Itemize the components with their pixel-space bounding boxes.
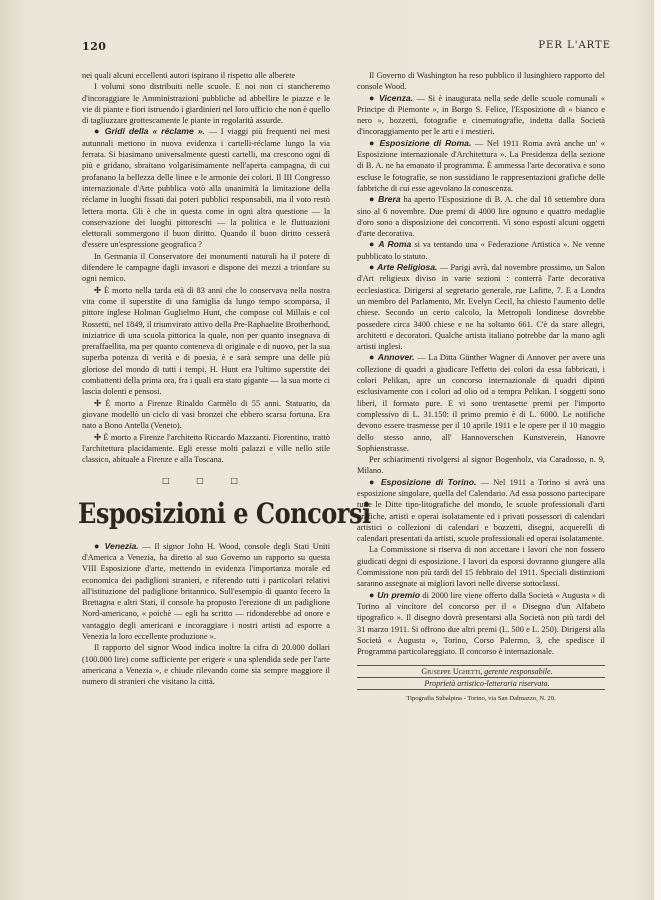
section-divider: □ □ □ [162, 476, 250, 486]
rights-text: Proprietà artistico-letteraria riservata. [424, 679, 550, 689]
paragraph: Per schiarimenti rivolgersi al signor Bogenholz, via Caradosso, n. 9, Milano. [357, 455, 605, 476]
paragraph: La Commissione si riserva di non accettare i lavori che non fossero giudicati degni di esposizione. I lavori da esporsi dovranno giungere alla Commissione non più tardi del 15 febbraio del 1911. Speciali distinzioni saranno assegnate ai migliori lavori nelle diverse sottoclassi. [357, 545, 605, 589]
right-column [357, 70, 605, 704]
item-text: di 2000 lire viene offerto dalla Società « Augusta » di Torino al vincitore del concorso per il « Disegno d'un Alfabeto tipografico ». Il disegno dovrà presentarsi alla Società non più tardi del 31 marzo 1911. Si offrono due altri premi (L. 500 e L. 250). Dirigersi alla Società « Augusta », Torino, Corso Palermo, 3, che spedisce il Programma particolareggiato. Il concorso è internazionale. [357, 590, 606, 657]
news-item [357, 477, 605, 545]
editor-role: gerente responsabile. [482, 667, 553, 677]
item-text: — Nel 1911 Roma avrà anche un' « Esposizione internazionale d'Architettura ». La Presidenza della sezione di B. A. ne ha emanato il programma. È ammessa l'arte decorativa e sono escluse le fotografie, se non sussidiano le rappresentazioni grafiche delle fabbriche di cui esse agevolano la conoscenza. [357, 138, 605, 193]
obituary [82, 398, 330, 432]
paragraph: In Germania il Conservatore dei monumenti naturali ha il potere di difendere le campagne dagli invasori e dispone dei mezzi a trionfare su ogni nemico. [82, 251, 330, 284]
news-item [357, 352, 605, 454]
news-item [357, 138, 605, 194]
paragraph: nei quali alcuni eccellenti autori ispirano il rispetto alle alberete [82, 71, 296, 80]
item-heading: Vicenza. [379, 92, 414, 103]
item-text: — Il signor John H. Wood, console degli Stati Uniti d'America a Venezia, ha diretto al suo Governo un rapporto su questa VIII Esposizione d'arte, mettendo in evidenza l'importanza morale ed economica dei padiglioni stranieri, e riferendo tutti i particolari relativi all'istituzione del padiglione britannico. Sull'esempio di quanto fecero la Brettagna e altri Stati, il console ha proposto l'erezione di un padiglione Nord-americano, « poichè — egli ha scritto — ridonderebbe ad onore e vantaggio degli americani e incoraggiare i nostri artisti ad esporre a Venezia la loro eccellente produzione ». [82, 541, 331, 642]
cross-icon: ✢ [94, 432, 102, 442]
news-item [357, 93, 605, 138]
bullet-icon: ● [369, 352, 376, 363]
bullet-icon: ● [369, 137, 376, 148]
item-heading: Arte Religiosa. [377, 262, 438, 273]
imprint-printer: Tipografia Subalpina - Torino, via San Dalmazzo, N. 20. [406, 695, 556, 703]
item-text: — I viaggi più frequenti nei mesi autunnali mettono in nuova evidenza i cartelli-réclame lungo la via ferrata. Si biasimano universalmente questi cartelli, ma crescono ogni dì più e gridano, sbraitano volgarisimamente nell'aperta campagna, di cui profanano la bellezza delle linee e le armonie dei colori. Il III Congresso internazionale d'Arte pubblica votò alla unanimità la limitazione della réclame in luoghi fissati dai poteri pubblici responsabili, ma il voto restò lettera morta. Gli è che in questa come in ogni altra questione — la conservazione dei luoghi pittoreschi — la politica e le fluttuazioni elettorali sommergono il buon diritto. Quando il buon diritto cesserà d'essere un'espressione geografica ? [82, 127, 331, 250]
divider-rule [357, 689, 605, 690]
page-number: 120 [82, 40, 107, 53]
item-text: — Parigi avrà, dal novembre prossimo, un Salon d'Art religieux diviso in varie sezioni : conterrà l'arte decorativa ecclesiastica. Dirigersi al segretario generale, rue Lafitte, 7. E a Londra un membro del Parlamento, Mr. Evelyn Cecil, ha chiesto l'aumento delle chiese. Secondo un certo calcolo, la Metropoli londinese dovrebbe possedere circa 3400 chiese e ne ha soltanto 661. C'è da stare allegri, architetti e decoratori. Qualche artista italiano potrebbe dar la mano agli artisti inglesi. [357, 263, 605, 352]
item-text: È morto a Firenze Rinaldo Carmèlo di 55 anni. Statuario, da giovane modellò un ciclo di vasi bronzei che ebbero scarsa fortuna. Era nato a Bono Antella (Veneto). [82, 398, 330, 431]
page-edge [654, 0, 661, 900]
item-text: ha aperto l'Esposizione di B. A. che dal 18 settembre dura sino al 6 novembre. Due premi di 4000 lire ognuno e quattro medaglie d'oro sono a disposizione dei concorrenti. Vi sono esposti alcuni oggetti d'arte decorativa. [357, 195, 606, 239]
item-text: si va tentando una « Federazione Artistica ». Ne venne pubblicato lo statuto. [357, 240, 606, 261]
bullet-icon: ● [369, 92, 376, 103]
item-text: È morto a Firenze l'architetto Riccardo Mazzanti. Fiorentino, trattò l'architettura placidamente. Egli eresse molti palazzi e ville nello stile classico, abituale a Firenze e alla Toscana. [82, 432, 330, 465]
item-heading: Brera [378, 194, 401, 205]
editor-name: Giuseppe Ughetti, [421, 667, 483, 677]
item-text: — Si è inaugurata nella sede delle scuole comunali « Principe di Piemonte », in Borgo S. Felice, l'Esposizione di « bianco e nero », bozzetti, fotografie e cinematografie, indetta dalla Società d'incoraggiamento per le arti e i mestieri. [357, 93, 606, 137]
cross-icon: ✢ [94, 398, 102, 408]
item-heading: Esposizione di Torino. [380, 476, 477, 487]
news-item [357, 194, 605, 239]
imprint-rights [357, 678, 605, 689]
bullet-icon: ● [369, 239, 376, 250]
item-heading: A Roma [378, 239, 412, 250]
item-heading: Esposizione di Roma. [379, 137, 472, 148]
bullet-icon: ● [369, 589, 375, 600]
obituary [82, 285, 330, 398]
item-heading: Annover. [377, 352, 415, 363]
paragraph: Il Governo di Washington ha reso pubblico il lusinghiero rapporto del console Wood. [357, 71, 605, 92]
bullet-icon: ● [94, 540, 101, 551]
item-text: — La Ditta Günther Wagner di Annover per avere una collezione di quadri a giudicare l'effetto dei colori da essa fabbricati, i colori Pelikan, apre un concorso internazionale di quadri dipinti esclusivamente con i colori ad olio od a tempra Pelikan. I soggetti sono liberi, il formato pure. E vi sono trentasette premi per l'importo complessivo di L. 31.150: il primo premio è di L. 6000. Le notifiche devono essere trasmesse per il 10 aprile 1911 e le opere per il 10 maggio dello stesso anno, all' Hannoverschen Kunstverein, Hanovre Sophienstrasse. [357, 353, 606, 453]
bullet-icon: ● [369, 262, 375, 273]
paragraph: I volumi sono distribuiti nelle scuole. E noi non ci stancheremo d'incoraggiare le Amministrazioni pubbliche ad abbellire le piazze e le vie di piante e fiori istruendo i giardinieri nel loro ufficio che non è quello di tagliuzzare grottescamente le piante in regolarità assurde. [82, 82, 330, 126]
item-heading: Venezia. [104, 540, 139, 551]
left-column [78, 70, 371, 688]
bullet-icon: ● [369, 194, 376, 205]
obituary [82, 432, 330, 466]
item-heading: Gridi della « réclame ». [104, 126, 205, 137]
bullet-icon: ● [94, 126, 102, 137]
cross-icon: ✢ [94, 285, 102, 295]
news-item [357, 590, 605, 658]
running-title: PER L'ARTE [538, 40, 611, 51]
news-item [82, 126, 330, 250]
section-title: Esposizioni e Concorsi [78, 496, 371, 530]
bullet-icon: ● [369, 476, 377, 487]
news-item [357, 262, 605, 352]
news-item [357, 239, 605, 262]
news-item [82, 541, 330, 643]
item-text: È morto nella tarda età di 83 anni che lo conservava nella nostra vita come il superstite di una famiglia da lungo tempo scomparsa, il pittore inglese Holman Guglielmo Hunt, che compose col Millais e col Rossetti, nel 1849, il triumvirato attivo della Pre-Raphaelite Brotherhood, iniziatrice di una scuola pittorica la quale, non per quanto insegnava di preraffaellita, ma per quanto conteneva di originale e di nuovo, per la sua superba potenza di verità e di poesia, è e sarà sempre una delle più gloriose del mondo di tutti i tempi. H. Hunt era l'ultimo superstite dei combattenti della prima ora, fra i quali era stato gigante — la sua morte ci lascia dolenti e pensosi. [82, 285, 330, 397]
item-text: — Nel 1911 a Torino si avrà una esposizione singolare, quella del Calendario. Ad essa possono partecipare tutte le Ditte tipo-litografiche del mondo, le scuole professionali d'arti grafiche, artisti e operai isolatamente ed i privati possessori di calendari artistici o collezioni di calendari e bozzetti, disegni, acquerelli di calendari presentati da artisti, scuole professionali ed operai isolatamente. [357, 477, 606, 544]
paragraph: Il rapporto del signor Wood indica inoltre la cifra di 20.000 dollari (100.000 lire) come sufficiente per erigere « una splendida sede per l'arte americana a Venezia », e chiude rilevando come sia sempre maggiore il numero di stranieri che visitano la città. [82, 643, 330, 687]
imprint-responsible [357, 666, 605, 677]
item-heading: Un premio [377, 589, 421, 600]
